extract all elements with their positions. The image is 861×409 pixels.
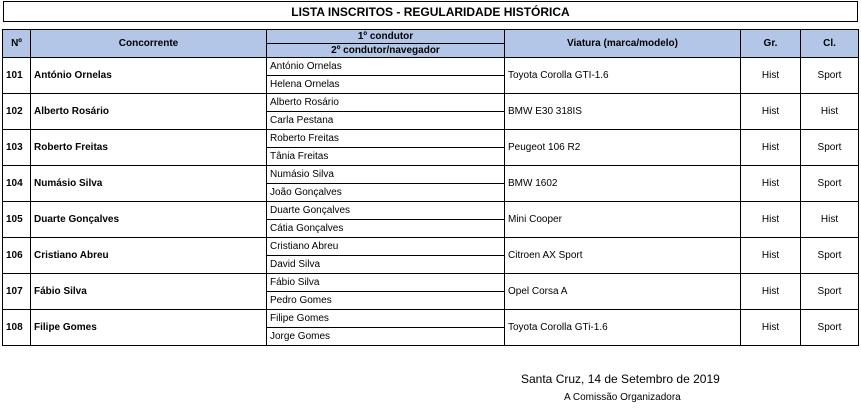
entry-driver2: Cátia Gonçalves [267, 220, 505, 238]
entry-driver2: Helena Ornelas [267, 76, 505, 94]
entry-competitor: Filipe Gomes [31, 310, 267, 346]
table-row [3, 166, 859, 184]
entry-class: Sport [801, 58, 859, 94]
entry-group: Hist [741, 202, 801, 238]
header-driver1: 1º condutor [267, 30, 505, 44]
entry-class: Sport [801, 274, 859, 310]
entry-car: Opel Corsa A [505, 274, 741, 310]
entry-competitor: Alberto Rosário [31, 94, 267, 130]
entry-driver1: António Ornelas [267, 58, 505, 76]
entry-number: 107 [3, 274, 31, 310]
entry-group: Hist [741, 310, 801, 346]
entry-class: Sport [801, 310, 859, 346]
entry-competitor: Cristiano Abreu [31, 238, 267, 274]
entry-group: Hist [741, 94, 801, 130]
header-class: Cl. [801, 30, 859, 58]
footer-place-date: Santa Cruz, 14 de Setembro de 2019 [521, 372, 720, 386]
entry-group: Hist [741, 166, 801, 202]
entry-driver2: Tânia Freitas [267, 148, 505, 166]
table-row [3, 238, 859, 256]
entry-driver1: Filipe Gomes [267, 310, 505, 328]
table-row [3, 202, 859, 220]
header-row [3, 30, 859, 44]
entry-group: Hist [741, 274, 801, 310]
entry-competitor: Numásio Silva [31, 166, 267, 202]
entry-driver1: Roberto Freitas [267, 130, 505, 148]
table-row [3, 274, 859, 292]
entry-class: Hist [801, 94, 859, 130]
header-group: Gr. [741, 30, 801, 58]
entry-driver1: Numásio Silva [267, 166, 505, 184]
entry-competitor: António Ornelas [31, 58, 267, 94]
entry-competitor: Roberto Freitas [31, 130, 267, 166]
entry-car: Mini Cooper [505, 202, 741, 238]
header-driver2: 2º condutor/navegador [267, 44, 505, 58]
entry-driver2: Carla Pestana [267, 112, 505, 130]
entry-driver2: Jorge Gomes [267, 328, 505, 346]
table-row [3, 130, 859, 148]
entry-competitor: Duarte Gonçalves [31, 202, 267, 238]
entry-class: Sport [801, 166, 859, 202]
entry-number: 104 [3, 166, 31, 202]
entry-class: Hist [801, 202, 859, 238]
entry-driver2: João Gonçalves [267, 184, 505, 202]
entry-car: BMW E30 318IS [505, 94, 741, 130]
table-row [3, 94, 859, 112]
entry-number: 102 [3, 94, 31, 130]
page-title: LISTA INSCRITOS - REGULARIDADE HISTÓRICA [3, 1, 858, 22]
entry-car: Peugeot 106 R2 [505, 130, 741, 166]
entry-competitor: Fábio Silva [31, 274, 267, 310]
entry-group: Hist [741, 238, 801, 274]
entry-number: 103 [3, 130, 31, 166]
entry-car: Toyota Corolla GTi-1.6 [505, 310, 741, 346]
header-car: Viatura (marca/modelo) [505, 30, 741, 58]
entry-class: Sport [801, 130, 859, 166]
entry-car: Citroen AX Sport [505, 238, 741, 274]
header-competitor: Concorrente [31, 30, 267, 58]
footer-organizer: A Comissão Organizadora [564, 392, 681, 403]
entry-driver1: Duarte Gonçalves [267, 202, 505, 220]
entry-driver2: David Silva [267, 256, 505, 274]
entry-number: 105 [3, 202, 31, 238]
header-num: Nº [3, 30, 31, 58]
entry-car: Toyota Corolla GTI-1.6 [505, 58, 741, 94]
entry-group: Hist [741, 58, 801, 94]
entry-number: 101 [3, 58, 31, 94]
entry-number: 106 [3, 238, 31, 274]
table-row [3, 58, 859, 76]
entry-number: 108 [3, 310, 31, 346]
table-row [3, 310, 859, 328]
entry-driver1: Fábio Silva [267, 274, 505, 292]
entry-car: BMW 1602 [505, 166, 741, 202]
entry-driver2: Pedro Gomes [267, 292, 505, 310]
entry-group: Hist [741, 130, 801, 166]
entry-driver1: Cristiano Abreu [267, 238, 505, 256]
entries-table [2, 29, 859, 346]
entry-class: Sport [801, 238, 859, 274]
entry-driver1: Alberto Rosário [267, 94, 505, 112]
